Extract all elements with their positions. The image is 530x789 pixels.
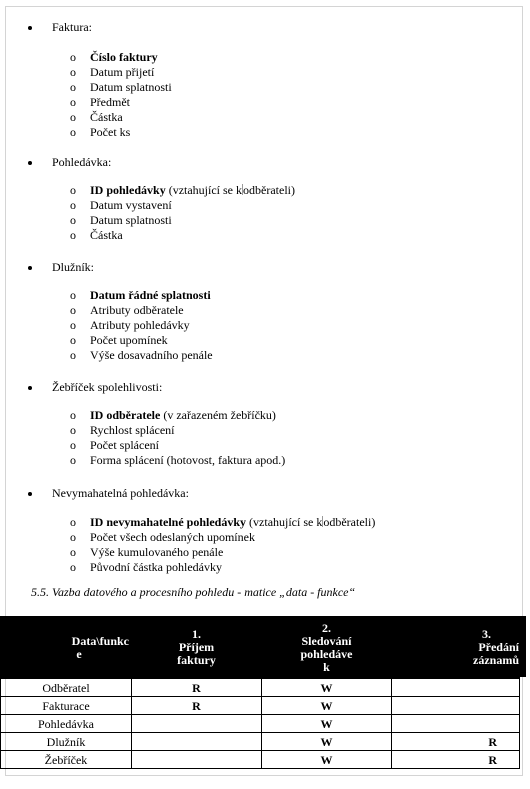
item-text: Výše dosavadního penále [90, 348, 213, 362]
section-label: Pohledávka: [52, 155, 112, 169]
list-item [0, 530, 530, 545]
table-header-row [1, 617, 520, 679]
item-text: Výše kumulovaného penále [90, 545, 224, 559]
row-label: Odběratel [1, 679, 132, 697]
bullet-icon [28, 386, 32, 390]
cell-value [132, 751, 262, 769]
circle-bullet-icon: o [70, 408, 76, 422]
cell-value: R [392, 733, 520, 751]
bullet-icon [28, 266, 32, 270]
section-nevymahatelna [0, 486, 530, 575]
sub-list [0, 515, 530, 575]
list-item [0, 318, 530, 333]
table-row [1, 715, 520, 733]
cell-value: R [132, 679, 262, 697]
table-row [1, 679, 520, 697]
cell-value [392, 697, 520, 715]
list-item [0, 423, 530, 438]
bullet-icon [28, 492, 32, 496]
item-text: Datum splatnosti [90, 213, 172, 227]
sub-list [0, 408, 530, 468]
item-text: (vztahující se k [165, 183, 243, 197]
item-text: Datum splatnosti [90, 80, 172, 94]
circle-bullet-icon: o [70, 80, 76, 94]
column-header-prijem-faktury: 1. Příjem faktury [132, 617, 262, 679]
circle-bullet-icon: o [70, 545, 76, 559]
cell-value: W [262, 679, 392, 697]
item-text: Počet splácení [90, 438, 159, 452]
table-row [1, 697, 520, 715]
bullet-icon [28, 161, 32, 165]
item-text: Počet upomínek [90, 333, 168, 347]
item-text: Počet ks [90, 125, 131, 139]
bullet-item [0, 155, 530, 170]
circle-bullet-icon: o [70, 318, 76, 332]
row-label: Fakturace [1, 697, 132, 715]
cell-value [132, 733, 262, 751]
list-item [0, 95, 530, 110]
list-item [0, 333, 530, 348]
cell-value: W [262, 715, 392, 733]
cell-value: W [262, 697, 392, 715]
item-text: Atributy odběratele [90, 303, 184, 317]
circle-bullet-icon: o [70, 50, 76, 64]
circle-bullet-icon: o [70, 333, 76, 347]
circle-bullet-icon: o [70, 530, 76, 544]
circle-bullet-icon: o [70, 423, 76, 437]
table-row [1, 733, 520, 751]
list-item [0, 515, 530, 530]
circle-bullet-icon: o [70, 213, 76, 227]
bullet-icon [28, 26, 32, 30]
list-item [0, 453, 530, 468]
list-item [0, 288, 530, 303]
cell-value: R [132, 697, 262, 715]
list-item [0, 213, 530, 228]
circle-bullet-icon: o [70, 198, 76, 212]
item-bold: ID pohledávky [90, 183, 166, 197]
bullet-item [0, 260, 530, 275]
circle-bullet-icon: o [70, 453, 76, 467]
circle-bullet-icon: o [70, 348, 76, 362]
section-pohledavka [0, 155, 530, 243]
item-bold: Datum řádné splatnosti [90, 288, 211, 302]
item-text: Částka [90, 110, 123, 124]
data-function-matrix [0, 616, 526, 774]
section-label: Nevymahatelná pohledávka: [52, 486, 189, 500]
item-bold: Číslo faktury [90, 50, 158, 64]
list-item [0, 110, 530, 125]
section-label: Dlužník: [52, 260, 94, 274]
column-header-sledovani-pohledavek: 2. Sledování pohledáve k [262, 617, 392, 679]
cell-value [132, 715, 262, 733]
header-overflow-band [519, 616, 526, 677]
bullet-item [0, 20, 530, 35]
circle-bullet-icon: o [70, 110, 76, 124]
cell-value: W [262, 751, 392, 769]
sub-list [0, 50, 530, 140]
circle-bullet-icon: o [70, 560, 76, 574]
circle-bullet-icon: o [70, 515, 76, 529]
list-item [0, 303, 530, 318]
cell-value [392, 679, 520, 697]
item-text: Forma splácení (hotovost, faktura apod.) [90, 453, 286, 467]
list-item [0, 50, 530, 65]
circle-bullet-icon: o [70, 228, 76, 242]
item-bold: ID nevymahatelné pohledávky [90, 515, 247, 529]
list-item [0, 560, 530, 575]
column-header-predani-zaznamu: 3. Předání záznamů [392, 617, 520, 679]
list-item [0, 125, 530, 140]
item-text: Datum přijetí [90, 65, 155, 79]
circle-bullet-icon: o [70, 95, 76, 109]
list-item [0, 65, 530, 80]
bullet-item [0, 380, 530, 395]
item-text: Počet všech odeslaných upomínek [90, 530, 255, 544]
section-heading: 5.5. Vazba datového a procesního pohledu - matice „data - funkce“ [31, 585, 356, 599]
row-label: Dlužník [1, 733, 132, 751]
cell-value: R [392, 751, 520, 769]
section-label: Žebříček spolehlivosti: [52, 380, 163, 394]
item-text: Předmět [90, 95, 130, 109]
table-row [1, 751, 520, 769]
item-text: Datum vystavení [90, 198, 172, 212]
section-label: Faktura: [52, 20, 92, 34]
section-zebricek [0, 380, 530, 468]
list-item [0, 348, 530, 363]
matrix-table [0, 616, 520, 769]
item-text: odběrateli) [243, 183, 295, 197]
item-text: (v zařazeném žebříčku) [160, 408, 276, 422]
list-item [0, 438, 530, 453]
section-faktura [0, 20, 530, 140]
item-text: Původní částka pohledávky [90, 560, 222, 574]
section-dluznik [0, 260, 530, 363]
item-text: odběrateli) [323, 515, 376, 529]
cell-value: W [262, 733, 392, 751]
item-text: Částka [90, 228, 123, 242]
list-item [0, 183, 530, 198]
circle-bullet-icon: o [70, 65, 76, 79]
list-item [0, 545, 530, 560]
row-label: Pohledávka [1, 715, 132, 733]
list-item [0, 80, 530, 95]
item-text: Rychlost splácení [90, 423, 175, 437]
list-item [0, 408, 530, 423]
item-text: Atributy pohledávky [90, 318, 190, 332]
sub-list [0, 183, 530, 243]
circle-bullet-icon: o [70, 438, 76, 452]
circle-bullet-icon: o [70, 125, 76, 139]
sub-list [0, 288, 530, 363]
item-text: (vztahující se k [246, 515, 323, 529]
item-bold: ID odběratele [90, 408, 161, 422]
circle-bullet-icon: o [70, 303, 76, 317]
circle-bullet-icon: o [70, 183, 76, 197]
cell-value [392, 715, 520, 733]
list-item [0, 228, 530, 243]
list-item [0, 198, 530, 213]
row-label: Žebříček [1, 751, 132, 769]
bullet-item [0, 486, 530, 501]
circle-bullet-icon: o [70, 288, 76, 302]
column-header-data-function: Data\funkc e [1, 617, 132, 679]
